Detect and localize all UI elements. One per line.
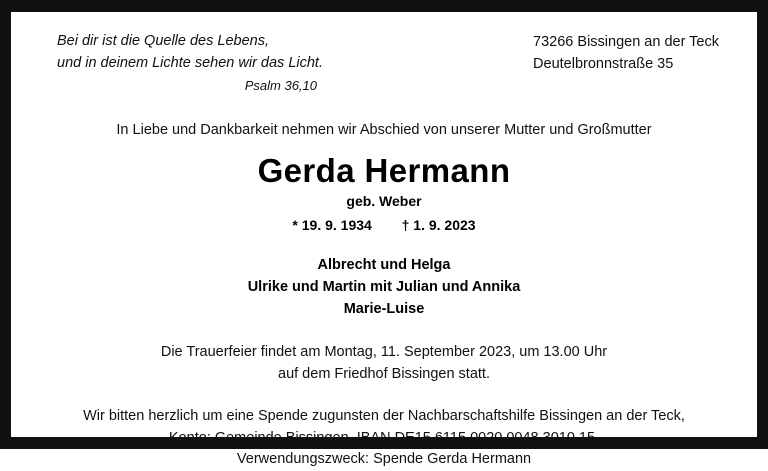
ceremony-line-2: auf dem Friedhof Bissingen statt. bbox=[278, 366, 490, 383]
address-line-2: Deutelbronnstraße 35 bbox=[533, 56, 674, 73]
maiden-name: geb. Weber bbox=[346, 193, 422, 210]
donation-line-3: Verwendungszweck: Spende Gerda Hermann bbox=[236, 451, 532, 468]
mourner-line: Albrecht und Helga bbox=[317, 257, 451, 274]
mourners-list bbox=[45, 255, 723, 320]
verse-line-2: und in deinem Lichte sehen wir das Licht. bbox=[57, 55, 323, 72]
intro-text: In Liebe und Dankbarkeit nehmen wir Abschied von unserer Mutter und Großmutter bbox=[116, 122, 652, 139]
verse-reference: Psalm 36,10 bbox=[244, 77, 317, 93]
donation-line-2: Konto: Gemeinde Bissingen, IBAN DE15 6115 0020 0048 3010 15, bbox=[168, 429, 600, 446]
address-line-1: 73266 Bissingen an der Teck bbox=[533, 34, 719, 50]
mourner-line: Ulrike und Martin mit Julian und Annika bbox=[247, 278, 521, 295]
deceased-name: Gerda Hermann bbox=[257, 152, 511, 190]
header-row bbox=[45, 30, 723, 96]
ceremony-info bbox=[45, 342, 723, 386]
mourner-line: Marie-Luise bbox=[343, 300, 425, 317]
life-dates bbox=[45, 217, 723, 233]
obituary-content bbox=[11, 12, 757, 468]
death-date: † 1. 9. 2023 bbox=[401, 217, 476, 234]
address-block bbox=[533, 30, 723, 76]
ceremony-line-1: Die Trauerfeier findet am Montag, 11. September 2023, um 13.00 Uhr bbox=[160, 344, 608, 361]
donation-line-1: Wir bitten herzlich um eine Spende zugunsten der Nachbarschaftshilfe Bissingen an der Teck, bbox=[83, 407, 685, 424]
verse-line-1: Bei dir ist die Quelle des Lebens, bbox=[57, 33, 269, 49]
bible-verse bbox=[45, 30, 323, 96]
birth-date: * 19. 9. 1934 bbox=[292, 217, 372, 234]
donation-info bbox=[45, 406, 723, 471]
